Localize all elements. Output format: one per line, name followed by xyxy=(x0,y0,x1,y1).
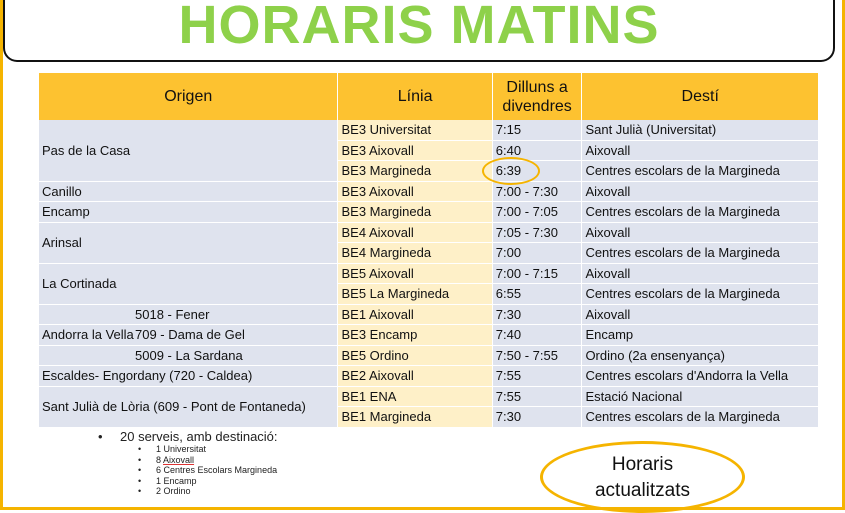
origin-cell: Canillo xyxy=(39,181,338,202)
origin-cell xyxy=(39,345,338,366)
table-row xyxy=(39,386,819,407)
dest-cell: Ordino (2a ensenyança) xyxy=(582,345,819,366)
line-cell: BE1 ENA xyxy=(338,386,492,407)
dest-cell: Estació Nacional xyxy=(582,386,819,407)
origin-stop: 5009 - La Sardana xyxy=(135,347,243,363)
time-cell: 6:40 xyxy=(492,140,582,161)
table-row xyxy=(39,304,819,325)
item-text: Universitat xyxy=(163,444,207,454)
note-line1: Horaris xyxy=(611,454,674,475)
header-days-line2: divendres xyxy=(502,97,572,115)
time-cell: 7:50 - 7:55 xyxy=(492,345,582,366)
bullet-icon: • xyxy=(138,486,142,496)
list-item xyxy=(138,476,278,487)
item-text: Ordino xyxy=(163,486,191,496)
dest-cell: Centres escolars d'Andorra la Vella xyxy=(582,366,819,387)
origin-cell xyxy=(39,325,338,346)
time-cell: 7:40 xyxy=(492,325,582,346)
bullet-icon: • xyxy=(138,475,142,486)
time-cell: 7:00 - 7:30 xyxy=(492,181,582,202)
table-row xyxy=(39,345,819,366)
dest-cell: Encamp xyxy=(582,325,819,346)
note-line2: actualitzats xyxy=(594,480,691,501)
line-cell: BE3 Encamp xyxy=(338,325,492,346)
line-cell: BE1 Margineda xyxy=(338,407,492,428)
origin-name: Andorra la Vella xyxy=(42,327,134,343)
time-cell: 6:55 xyxy=(492,284,582,305)
origin-cell: Escaldes- Engordany (720 - Caldea) xyxy=(39,366,338,387)
highlight-circle xyxy=(482,157,540,185)
bullet-icon: • xyxy=(138,465,142,475)
dest-cell: Aixovall xyxy=(582,263,819,284)
line-cell: BE2 Aixovall xyxy=(338,366,492,387)
line-cell: BE5 La Margineda xyxy=(338,284,492,305)
item-count: 6 xyxy=(156,465,162,475)
header-origin: Origen xyxy=(39,73,338,120)
item-count: 1 xyxy=(156,475,162,486)
dest-cell: Sant Julià (Universitat) xyxy=(582,120,819,140)
summary-main-text: 20 serveis, amb destinació: xyxy=(120,429,278,444)
time-cell: 7:00 xyxy=(492,243,582,264)
dest-cell: Aixovall xyxy=(582,181,819,202)
line-cell: BE4 Aixovall xyxy=(338,222,492,243)
line-cell: BE3 Margineda xyxy=(338,161,492,182)
line-cell: BE5 Aixovall xyxy=(338,263,492,284)
dest-cell: Centres escolars de la Margineda xyxy=(582,202,819,223)
time-cell: 7:00 - 7:15 xyxy=(492,263,582,284)
origin-cell: Arinsal xyxy=(39,222,338,263)
dest-cell: Centres escolars de la Margineda xyxy=(582,243,819,264)
table-row xyxy=(39,366,819,387)
origin-cell: Encamp xyxy=(39,202,338,223)
bullet-icon: • xyxy=(98,429,103,444)
header-line: Línia xyxy=(338,73,492,120)
line-cell: BE3 Aixovall xyxy=(338,140,492,161)
summary-items xyxy=(98,444,278,497)
line-cell: BE3 Universitat xyxy=(338,120,492,140)
table-row xyxy=(39,202,819,223)
summary-list xyxy=(98,429,278,497)
time-cell: 7:55 xyxy=(492,386,582,407)
time-cell: 7:30 xyxy=(492,304,582,325)
dest-cell: Centres escolars de la Margineda xyxy=(582,407,819,428)
table-row xyxy=(39,181,819,202)
title-box xyxy=(3,0,835,62)
line-cell: BE3 Margineda xyxy=(338,202,492,223)
item-count: 1 xyxy=(156,444,162,454)
bullet-icon: • xyxy=(138,454,142,465)
list-item xyxy=(138,444,278,455)
dest-cell: Aixovall xyxy=(582,222,819,243)
header-days xyxy=(492,73,582,120)
origin-cell xyxy=(39,304,338,325)
line-cell: BE1 Aixovall xyxy=(338,304,492,325)
time-cell: 7:05 - 7:30 xyxy=(492,222,582,243)
header-days-line1: Dilluns a xyxy=(506,78,568,96)
table-row xyxy=(39,263,819,284)
bullet-icon: • xyxy=(138,444,142,454)
origin-cell: Sant Julià de Lòria (609 - Pont de Fontaneda) xyxy=(39,386,338,427)
list-item xyxy=(138,486,278,497)
line-cell: BE5 Ordino xyxy=(338,345,492,366)
line-cell: BE4 Margineda xyxy=(338,243,492,264)
line-cell: BE3 Aixovall xyxy=(338,181,492,202)
time-cell: 7:15 xyxy=(492,120,582,140)
time-cell-highlighted: 6:39 xyxy=(492,161,582,182)
origin-stop: 709 - Dama de Gel xyxy=(135,327,245,343)
table-row xyxy=(39,325,819,346)
origin-cell: Pas de la Casa xyxy=(39,120,338,181)
dest-cell: Centres escolars de la Margineda xyxy=(582,284,819,305)
dest-cell: Aixovall xyxy=(582,140,819,161)
origin-cell: La Cortinada xyxy=(39,263,338,304)
item-text: Encamp xyxy=(163,475,197,486)
page-title: HORARIS MATINS xyxy=(178,0,660,55)
list-item xyxy=(138,465,278,476)
list-item xyxy=(138,455,278,466)
table-row xyxy=(39,222,819,243)
item-text: Centres Escolars Margineda xyxy=(163,465,278,475)
time-cell: 7:00 - 7:05 xyxy=(492,202,582,223)
item-text: Aixovall xyxy=(163,454,195,465)
dest-cell: Centres escolars de la Margineda xyxy=(582,161,819,182)
table-row xyxy=(39,120,819,140)
header-dest: Destí xyxy=(582,73,819,120)
table-header-row xyxy=(39,73,819,120)
item-count: 8 xyxy=(156,454,162,465)
time-cell: 7:30 xyxy=(492,407,582,428)
updated-note xyxy=(540,441,745,513)
item-count: 2 xyxy=(156,486,162,496)
time-cell: 7:55 xyxy=(492,366,582,387)
schedule-table xyxy=(39,73,819,428)
dest-cell: Aixovall xyxy=(582,304,819,325)
summary-main xyxy=(98,429,278,444)
origin-stop: 5018 - Fener xyxy=(135,306,210,322)
